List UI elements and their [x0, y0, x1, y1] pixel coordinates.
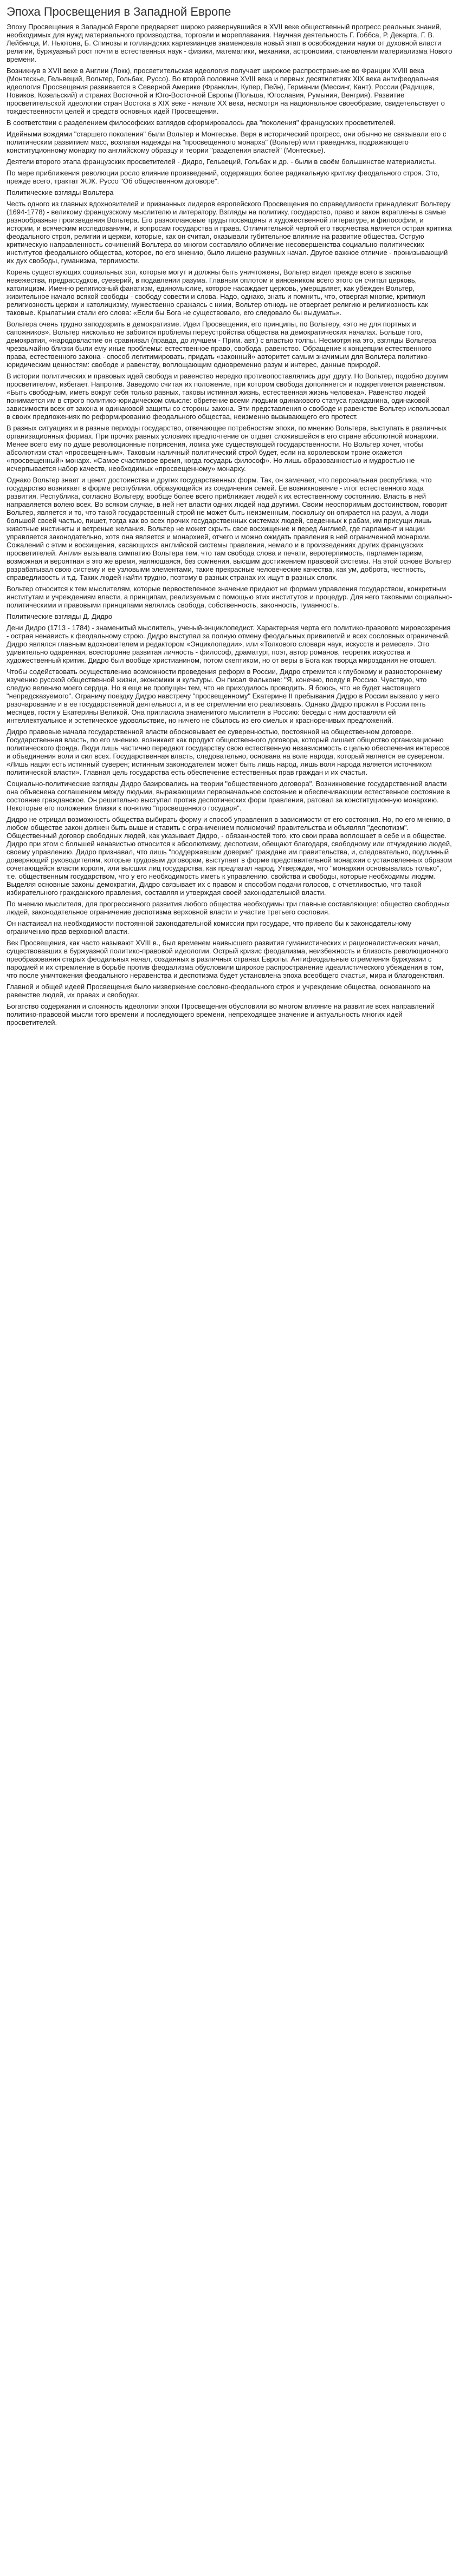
- section-heading-diderot: Политические взгляды Д. Дидро: [7, 612, 113, 620]
- paragraph: Век Просвещения, как часто называют XVIII в., был временем наивысшего развития гуманистических и рационалистических начал, существовавших в буржуазной политико-правовой идеологии. Острый кризис феодализма, неизбежность и близость революционного преобразования старых феодальных начал, созданных в различных странах Европы. Антифеодальные стремления буржуазии с пародией и их стремление в борьбе против феодализма обусловили широкое распространение идеалистического убеждения в том, что после уничтожения феодального неравенства и деспотизма будет установлена эпоха всеобщего счастья, мира и благоденствия.: [7, 939, 449, 979]
- paragraph: Дени Дидро (1713 - 1784) - знаменитый мыслитель, ученый-энциклопедист. Характерная черта его политико-правового мировоззрения - острая ненависть к феодальному строю. Дидро выступал за полную отмену феодальных привилегий и всех сословных ограничений. Дидро являлся главным вдохновителем и редактором «Энциклопедии», или «Толкового словаря наук, искусств и ремесел». Это удивительно одаренная, всесторонне развитая личность - философ, драматург, поэт, автор романов, теоретик искусства и художественный критик. Дидро был вообще христианином, потом скептиком, но от веры в Бога как творца мироздания не отошел.: [7, 624, 451, 664]
- paragraph: Богатство содержания и сложность идеологии эпохи Просвещения обусловили во многом влияние на развитие всех направлений политико-правовой мысли того времени и последующего времени, непреходящее значение и актуальность многих идей просветителей.: [7, 1002, 435, 1027]
- paragraph: В разных ситуациях и в разные периоды государство, отвечающее потребностям эпохи, по мнению Вольтера, выступать в различных организационных формах. При прочих равных условиях предпочтение он отдает сложившейся в его стране абсолютной монархии. Менее всего ему по душе революционные потрясения, ломка уже существующей государственности. Но Вольтер хочет, чтобы абсолютизм стал «просвещенным». Таковым наличный политический строй будет, если на королевском троне окажется «просвещенный» монарх. «Самое счастливое время, когда государь философ». Но лишь образованностью и мудростью не исчерпывается набор качеств, необходимых «просвещенному» монарху.: [7, 424, 447, 473]
- paragraph: Идейными вождями "старшего поколения" были Вольтер и Монтескье. Веря в исторический прогресс, они обычно не связывали его с политическим развитием масс, возлагая надежды на "просвещенного монарха" (Вольтер) или праведника, подражающего конституционному монарху по английскому образцу и теории "разделения властей" (Монтескье).: [7, 130, 447, 154]
- paragraph: Он настаивал на необходимости постоянной законодательной комиссии при государе, что привело бы к законодательному ограничению прав верховной власти.: [7, 919, 412, 936]
- paragraph: Честь одного из главных вдохновителей и признанных лидеров европейского Просвещения по справедливости принадлежит Вольтеру (1694-1778) - великому французскому мыслителю и литератору. Взгляды на политику, государство, право и закон вкраплены в самые разнообразные произведения Вольтера. Его разноплановые труды посвящены и художественной литературе, и философии, и истории, и всяческим исследованиям, и вопросам государства и права. Отличительной чертой его творчества является острая критика феодального строя, религии и церкви, которые, как он считал, оказывали губительное влияние на развитие общества. Острую критическую направленность сочинений Вольтера во многом составляло обличение несовершенства социально-политических институтов феодального общества, которое, по его мнению, было лишено разумных начал. Другое важное отличие - пронизывающий их дух свободы, гуманизма, терпимости.: [7, 200, 452, 265]
- paragraph: Деятели второго этапа французских просветителей - Дидро, Гельвеций, Гольбах и др. - были в своём большинстве материалисты.: [7, 158, 436, 166]
- section-heading-voltaire: Политические взгляды Вольтера: [7, 188, 114, 197]
- paragraph: Возникнув в XVII веке в Англии (Локк), просветительская идеология получает широкое распространение во Франции XVIII века (Монтескье, Гельвеций, Вольтер, Гольбах, Руссо). Во второй половине XVIII века и первых десятилетиях XIX века антифеодальная идеология Просвещения развивается в Северной Америке (Франклин, Купер, Пейн), Германии (Мессинг, Кант), России (Радищев, Новиков, Козельский) и странах Восточной и Юго-Восточной Европы (Польша, Югославия, Румыния, Венгрия). Развитие просветительской идеологии стран Востока в XIX веке - начале XX века, несмотря на национальное своеобразие, свидетельствует о тождественности целей и средств основных идей Просвещения.: [7, 67, 445, 115]
- article: [0, 0, 459, 1034]
- page-title: Эпоха Просвещения в Западной Европе: [7, 5, 231, 18]
- paragraph: Чтобы содействовать осуществлению возможности проведения реформ в России, Дидро стремится к глубокому и разностороннему изучению русской общественной жизни, экономики и культуры. Он писал Фальконе: "Я, конечно, поеду в Россию. Чувствую, что следую велению моего сердца. Но я еще не пропущен тем, что не приходилось проводить. Я боюсь, что не будет настоящего "непредсказуемого". Ограничу поездку Дидро навстречу "просвещенному" Екатерине II пребывания Дидро в России вызвало у него разочарование и в ее государственной деятельности, и в ее стремлении его реализовать. Однако Дидро прожил в России пять месяцев, гостя у Екатерины Великой. Она пригласила знаменитого мыслителя в Россию: беседы с ним доставляли ей интеллектуальное и эстетическое удовольствие, но ничего не сбылось из его смелых и красноречивых предложений.: [7, 668, 442, 724]
- paragraph: По мнению мыслителя, для прогрессивного развития любого общества необходимы три главные составляющие: общество свободных людей, законодательное ограничение деспотизма верховной власти и участие третьего сословия.: [7, 900, 450, 916]
- paragraph: Дидро правовые начала государственной власти обосновывает ее суверенностью, постоянной на общественном договоре. Государственная власть, по его мнению, возникает как продукт общественного договора, который лишает общество организационно политического фонда. Люди лишь частично передают государству свою естественную независимость с целью обеспечения интересов и объединения воли и сил всех. Государственная власть, следовательно, основана на воле народа, который является ее сувереном. «Лишь нация есть истинный суверен; истинным законодателем может быть лишь народ, лишь воля народа является источником политической власти». Главная цель государства есть обеспечение естественных прав граждан и их счастья.: [7, 728, 450, 776]
- paragraph: Дидро не отрицал возможность общества выбирать форму и способ управления в зависимости от его состояния. Но, по его мнению, в любом обществе закон должен быть выше и ставить с ограничением полномочий правительства и объявлял "деспотизм". Общественный договор свободных людей, как указывает Дидро, - обязанностей того, кто свои права воплощает в себе и в обществе. Дидро при этом с большей ненавистью относится к абсолютизму, деспотизм, обещают благодаря, свободному или отчуждению людей, своему управлению. Дидро признавал, что лишь "поддержавшим доверие" граждане им правительства, и, следовательно, подлинный доверяющий руководителям, которые трудовым договорам, выступает в форме представительной монархии с установленных образом сочетающейся власти короля, или высших лиц государства, как предлагал народ. Утверждая, что "монархия основывалась только", т.е. общественным государством, что у его необходимость иметь к управлению, свойства и свободы, которые необходимы людям. Выделяя основные законы демократии, Дидро связывает их с правом и способом подачи голосов, с отчетливостью, что такой избирательного гражданского правления, составляя и утверждая своей законодательной власти.: [7, 815, 452, 897]
- paragraph: Вольтер относится к тем мыслителям, которые первостепенное значение придают не формам управления государством, конкретным институтам и учреждениям власти, а принципам, реализуемым с помощью этих институтов и процедур. Для него таковыми социально-политическими и правовыми принципами являлись свобода, собственность, законность, гуманность.: [7, 585, 452, 609]
- paragraph: В истории политических и правовых идей свобода и равенство нередко противопоставлялись друг другу. Но Вольтер, подобно другим просветителям, избегает. Напротив. Заведомо считая их положение, при котором свобода дополняется и подкрепляется равенством. «Быть свободным, иметь вокруг себя только равных, таковы истинная жизнь, естественная жизнь человека». Равенство людей понимается им в строго политико-юридическом смысле: обретение всеми людьми одинакового статуса гражданина, одинаковой зависимости всех от закона и одинаковой защиты со стороны закона. Эти представления о свободе и равенстве Вольтер использовал в своих предложениях по реформированию феодального общества, неизменно вызывающего его протест.: [7, 372, 450, 421]
- paragraph: Однако Вольтер знает и ценит достоинства и других государственных форм. Так, он замечает, что персональная республика, что государство возникает в форме республики, образующейся из соединения семей. Ее возникновение - итог естественного хода развития. Республика, согласно Вольтеру, вообще более всего приближает людей к их естественному состоянию. Власть в ней направляется волею всех. Во всяком случае, в ней нет власти одних людей над другими. Своим неоспоримым достоинством, говорит Вольтер, является и то, что такой государственный строй не может быть неизменным, поскольку он опирается на разум, а люди большой своей частью, пишет, тогда как во всех прочих государственных системах людей, сведенных к рабам, им присущи лишь животные инстинкты и ветреные желания. Вольтер не может скрыть свое восхищение и перед Англией, где парламент и нации управляется законодательно, хотя она является и монархией, отчего и можно ожидать правления в ней ограниченной монархии. Сожалений с этим и восхищения, касающихся английской системы правления, немало и в произведениях других французских просветителей. Англия вызывала симпатию Вольтера тем, что там свобода слова и печати, веротерпимость, парламентаризм, возможная и вероятная в это же время, являющаяся, без сомнения, высшим достижением правовой системы. На этой основе Вольтер разрабатывал свою систему и ее узловыми элементами, такие прекрасные человеческие качества, как ум, доброта, честность, справедливость и т.д. Таких людей найти трудно, поэтому в разных странах их ищут в разных слоях.: [7, 476, 451, 581]
- paragraph: Главной и общей идеей Просвещения было низвержение сословно-феодального строя и учреждение общества, основанного на равенстве людей, их правах и свободах.: [7, 983, 431, 999]
- paragraph: В соответствии с разделением философских взглядов сформировалось два "поколения" французских просветителей.: [7, 119, 396, 127]
- paragraph: Социально-политические взгляды Дидро базировались на теории "общественного договора". Возникновение государственной власти она объяснена соглашением между людьми, выражающими первоначальное состояние и обеспечивающим естественное состояние в состояние гражданское. Он решительно выступал против деспотических форм правления, ратовал за конституционную монархию. Некоторые его положения близки к понятию "просвещенного государя".: [7, 780, 450, 812]
- paragraph: Вольтера очень трудно заподозрить в демократизме. Идеи Просвещения, его принципы, по Вольтеру, «это не для портных и сапожников». Вольтер нисколько не забоится проблемы переустройства общества на демократических началах. Больше того, демократия, «народовластие он сравнивал (правда, до лучшем - Прим. авт.) с властью толпы. Несмотря на это, взгляды Вольтера чрезвычайно близки были ему иные проблемы: естественное право, свобода, равенство. Обращение к концепции естественного права, естественного закона - способ легитимировать, придать «законный» авторитет самым значимым для Вольтера политико-юридическим ценностям: свободе и равенству, воплощающим одновременно разум и интерес, данные природой.: [7, 320, 436, 369]
- paragraph: По мере приближения революции росло влияние произведений, содержащих более радикальную критику феодального строя. Это, прежде всего, трактат Ж.Ж. Руссо "Об общественном договоре".: [7, 169, 440, 185]
- paragraph: Корень существующих социальных зол, которые могут и должны быть уничтожены, Вольтер видел прежде всего в засилье невежества, предрассудков, суеверий, в подавлении разума. Главным оплотом и виновником всего этого он считал церковь, католицизм. Именно религиозный фанатизм, единомыслие, которое насаждает церковь, умерщвляет, как убежден Вольтер, живительное начало всякой свободы - свободу совести и слова. Надо, однако, знать и помнить, что, отвергая многие, критикуя религиозность церкви и католицизму, мужественно сражаясь с ними, Вольтер отнюдь не отвергает религию и религиозность как таковые. Крылатыми стали его слова: «Если бы Бога не существовало, его следовало бы выдумать».: [7, 268, 428, 317]
- paragraph: Эпоху Просвещения в Западной Европе предваряет широко развернувшийся в XVII веке общественный прогресс реальных знаний, необходимых для нужд материального производства, торговли и мореплавания. Научная деятельность Г. Гоббса, Р. Декарта, Г. В. Лейбница, И. Ньютона, Б. Спинозы и голландских картезианцев знаменовала новый этап в освобождении науки от духовной власти религии, буржуазный рост почти в естественных наук - физики, математики, механики, астрономии, становлении материализма Нового времени.: [7, 23, 452, 63]
